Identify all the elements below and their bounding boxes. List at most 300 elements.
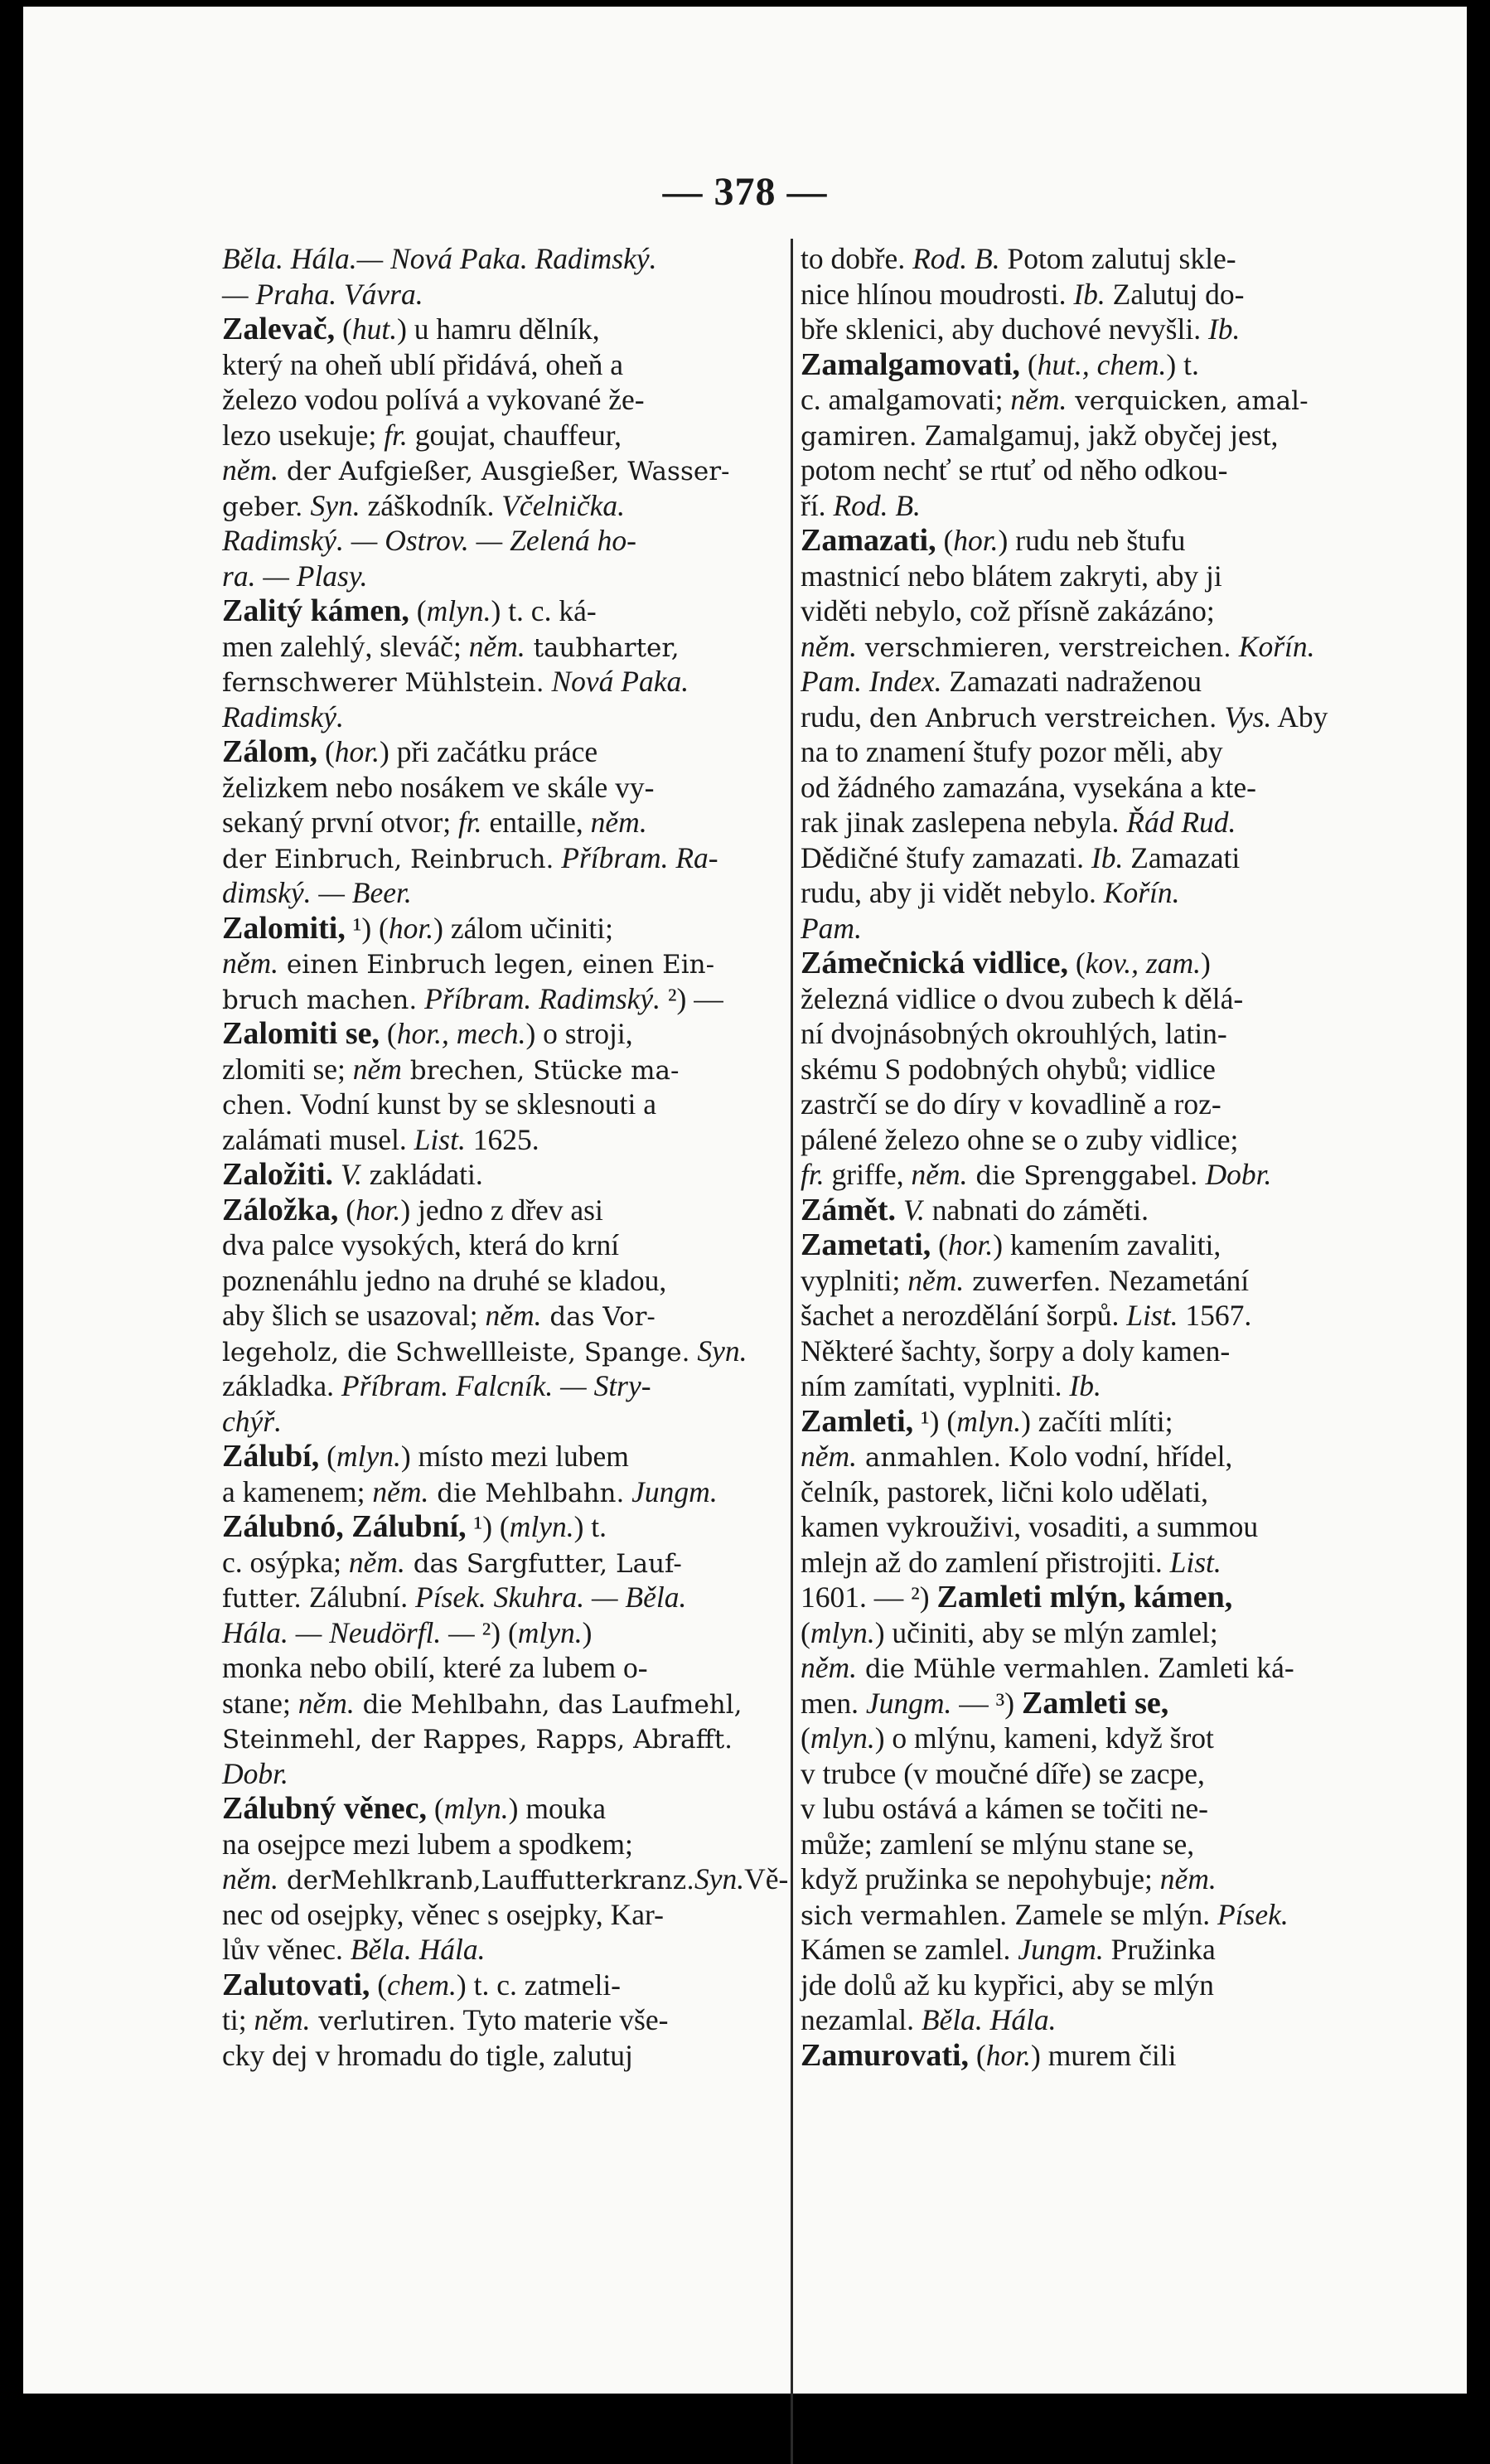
- italic-text: něm.: [254, 2003, 311, 2036]
- text-segment: ¹) (: [913, 1404, 957, 1438]
- text-segment: Zamazati nadraženou: [941, 665, 1202, 698]
- italic-text: Ib.: [1069, 1369, 1101, 1402]
- text-segment: ) mouka: [508, 1792, 606, 1825]
- text-segment: ) t.: [1166, 347, 1199, 381]
- german-term: futter.: [222, 1584, 302, 1614]
- text-line: [222, 2002, 809, 2038]
- text-segment: [624, 1475, 631, 1508]
- text-segment: Tyto materie vše-: [456, 2003, 669, 2036]
- italic-text: něm.: [1010, 383, 1067, 416]
- headword: Zalitý kámen,: [222, 593, 409, 628]
- italic-text: Kořín.: [1103, 876, 1180, 909]
- italic-text: mlyn.: [509, 1510, 574, 1543]
- german-term: zuwerfen.: [964, 1266, 1101, 1297]
- italic-text: mlyn.: [443, 1792, 509, 1825]
- italic-text: hut., chem.: [1037, 347, 1167, 381]
- text-segment: [896, 1193, 903, 1227]
- text-segment: ): [582, 1615, 593, 1649]
- text-segment: Zalutuj do-: [1105, 277, 1245, 311]
- italic-text: — Praha. Vávra.: [222, 277, 423, 311]
- german-term: legeholz, die Schwellleiste, Spange.: [222, 1337, 690, 1368]
- italic-text: něm.: [222, 453, 279, 487]
- italic-text: List.: [1169, 1545, 1222, 1579]
- german-term: gamiren.: [801, 421, 917, 452]
- text-line: [801, 559, 1387, 594]
- german-term: geber.: [222, 491, 303, 522]
- headword: Zálubnó, Zálubní,: [222, 1509, 467, 1544]
- italic-text: něm.: [911, 1158, 968, 1191]
- italic-text: Běla. Hála.: [921, 2003, 1057, 2036]
- text-line: [222, 1686, 809, 1721]
- text-segment: 1601. — ²): [801, 1581, 937, 1614]
- text-line: [222, 1968, 809, 2003]
- text-line: [222, 1157, 809, 1193]
- text-line: [222, 1897, 809, 1933]
- text-segment: od žádného zamazána, vysekána a kte-: [801, 770, 1256, 804]
- italic-text: Jungm.: [631, 1474, 718, 1508]
- text-segment: Kámen se zamlel.: [801, 1933, 1018, 1966]
- text-segment: nezamlal.: [801, 2003, 922, 2036]
- italic-text: něm.: [801, 1651, 858, 1684]
- headword: Zámečnická vidlice,: [801, 946, 1068, 980]
- text-line: [801, 488, 1387, 524]
- text-segment: Aby: [1271, 700, 1328, 733]
- text-line: [801, 734, 1387, 770]
- text-segment: ) rudu neb štufu: [998, 524, 1186, 557]
- text-line: [801, 1756, 1387, 1792]
- german-term: einen Einbruch legen, einen Ein-: [278, 950, 715, 980]
- text-segment: (: [338, 1193, 356, 1227]
- italic-text: Běla. Hála.— Nová Paka. Radimský.: [222, 242, 657, 275]
- text-segment: na osejpce mezi lubem a spodkem;: [222, 1827, 633, 1861]
- text-line: [801, 875, 1387, 911]
- text-line: [801, 981, 1387, 1017]
- text-line: [222, 1509, 809, 1545]
- german-term: verlutiren.: [310, 2007, 457, 2036]
- text-line: [801, 347, 1387, 383]
- italic-text: něm.: [907, 1263, 965, 1297]
- german-term: die Mühle vermahlen.: [857, 1654, 1151, 1684]
- text-line: [222, 1650, 809, 1686]
- italic-text: něm.: [298, 1686, 355, 1720]
- text-segment: ) jedno z dřev asi: [400, 1193, 603, 1227]
- italic-text: hor.: [985, 2038, 1031, 2072]
- german-term: verschmieren, verstreichen.: [857, 632, 1231, 663]
- text-line: [222, 1756, 809, 1792]
- text-line: [222, 805, 809, 840]
- text-segment: může; zamlení se mlýnu stane se,: [801, 1827, 1195, 1861]
- text-line: [801, 1404, 1387, 1440]
- text-segment: pálené železo ohne se o zuby vidlice;: [801, 1122, 1239, 1156]
- text-segment: [1198, 1158, 1206, 1191]
- text-segment: [1217, 700, 1225, 733]
- text-line: [801, 1721, 1387, 1756]
- headword: Zálom,: [222, 734, 318, 769]
- text-line: [222, 1227, 809, 1263]
- italic-text: něm.: [801, 629, 858, 663]
- text-segment: (: [379, 1017, 397, 1050]
- text-line: [222, 700, 809, 735]
- text-segment: ²) —: [660, 981, 723, 1015]
- text-segment: 1567.: [1178, 1299, 1252, 1332]
- text-segment: (: [370, 1968, 388, 2002]
- text-line: [801, 1298, 1387, 1334]
- text-segment: ) o stroji,: [525, 1017, 633, 1050]
- italic-text: Syn.: [697, 1334, 747, 1368]
- text-segment: (: [1067, 946, 1086, 980]
- text-segment: základka.: [222, 1369, 341, 1402]
- text-segment: Vě-: [744, 1862, 789, 1895]
- text-segment: (: [319, 1440, 336, 1473]
- italic-text: něm.: [468, 629, 525, 663]
- text-line: [801, 453, 1387, 488]
- italic-text: něm.: [222, 946, 279, 980]
- text-segment: ) t. c. ká-: [491, 594, 597, 627]
- text-segment: čelník, pastorek, lični kolo udělati,: [801, 1474, 1208, 1508]
- text-line: [801, 2038, 1387, 2074]
- text-segment: nabnati do záměti.: [924, 1193, 1149, 1227]
- italic-text: ra. — Plasy.: [222, 559, 368, 593]
- headword: Zalomiti,: [222, 910, 346, 946]
- german-term: brechen, Stücke ma-: [401, 1055, 680, 1086]
- text-segment: rudu,: [801, 700, 869, 733]
- text-segment: goujat, chauffeur,: [407, 418, 622, 452]
- text-segment: ří.: [801, 488, 834, 522]
- italic-text: Příbram. Ra-: [561, 840, 718, 874]
- text-line: [801, 664, 1387, 700]
- text-line: [222, 1016, 809, 1052]
- text-segment: ) t.: [573, 1510, 607, 1543]
- text-line: [801, 700, 1387, 735]
- italic-text: Syn.: [310, 488, 360, 522]
- text-line: [222, 1721, 809, 1756]
- german-term: taubharter,: [525, 632, 680, 663]
- text-segment: železná vidlice o dvou zubech k dělá-: [801, 981, 1244, 1015]
- italic-text: Pam.: [801, 911, 862, 945]
- text-segment: potom nechť se rtuť od něho odkou-: [801, 453, 1228, 487]
- text-line: [801, 1827, 1387, 1862]
- text-line: [801, 805, 1387, 840]
- italic-text: něm.: [372, 1474, 429, 1508]
- text-line: [222, 2038, 809, 2074]
- text-line: [222, 1474, 809, 1510]
- text-line: [801, 2002, 1387, 2038]
- text-line: [222, 1545, 809, 1581]
- italic-text: dimský. — Beer.: [222, 876, 412, 909]
- italic-text: hor.: [953, 524, 999, 557]
- italic-text: něm.: [1159, 1862, 1217, 1895]
- italic-text: Běla. Hála.: [350, 1933, 486, 1966]
- italic-text: hut.: [351, 312, 398, 346]
- text-segment: [303, 489, 311, 522]
- text-line: [801, 1615, 1387, 1651]
- text-segment: ní dvojnásobných okrouhlých, latin-: [801, 1017, 1227, 1050]
- german-term: den Anbruch verstreichen.: [868, 703, 1217, 733]
- italic-text: fr.: [384, 418, 408, 452]
- text-segment: lův věnec.: [222, 1933, 351, 1966]
- text-segment: Dědičné štufy zamazati.: [801, 840, 1091, 874]
- text-segment: poznenáhlu jedno na druhé se kladou,: [222, 1263, 667, 1297]
- text-line: [801, 1334, 1387, 1369]
- text-segment: ) murem čili: [1031, 2038, 1177, 2072]
- italic-text: Příbram. Radimský.: [424, 981, 661, 1015]
- text-segment: skému S podobných ohybů; vidlice: [801, 1052, 1216, 1086]
- text-line: [222, 946, 809, 981]
- italic-text: Dobr.: [222, 1756, 288, 1790]
- headword: Záložka,: [222, 1192, 339, 1227]
- text-line: [801, 1897, 1387, 1933]
- text-line: [801, 1439, 1387, 1474]
- italic-text: Příbram. Falcník. — Stry-: [341, 1369, 651, 1402]
- text-segment: stane;: [222, 1686, 298, 1720]
- text-line: [801, 911, 1387, 946]
- text-segment: viděti nebylo, což přísně zakázáno;: [801, 594, 1215, 627]
- german-term: sich vermahlen.: [801, 1900, 1008, 1931]
- italic-text: Rod. B.: [833, 488, 921, 522]
- italic-text: něm.: [801, 1440, 858, 1473]
- italic-text: mlyn.: [956, 1404, 1022, 1438]
- italic-text: Řád Rud.: [1126, 806, 1236, 839]
- text-line: [222, 277, 809, 312]
- text-segment: ) kamením zavaliti,: [993, 1228, 1222, 1261]
- text-segment: (: [936, 524, 954, 557]
- text-line: [801, 1193, 1387, 1228]
- italic-text: chem.: [387, 1968, 457, 2002]
- text-segment: v trubce (v moučné díře) se zacpe,: [801, 1756, 1205, 1790]
- text-line: [801, 1368, 1387, 1404]
- text-line: [222, 734, 809, 770]
- text-segment: ) při začátku práce: [380, 735, 598, 768]
- italic-text: něm: [352, 1052, 402, 1086]
- text-segment: jde dolů až ku kypřici, aby se mlýn: [801, 1968, 1214, 2002]
- italic-text: Dobr.: [1205, 1158, 1272, 1191]
- text-segment: ním zamítati, vyplniti.: [801, 1369, 1070, 1402]
- text-line: [801, 629, 1387, 665]
- headword: Zámět.: [801, 1192, 897, 1227]
- text-segment: bře sklenici, aby duchové nevyšli.: [801, 312, 1208, 346]
- text-line: [222, 488, 809, 524]
- text-line: [801, 946, 1387, 981]
- text-segment: Zálubní.: [301, 1581, 416, 1614]
- text-segment: [1231, 630, 1239, 663]
- text-segment: dva palce vysokých, která do krní: [222, 1228, 620, 1261]
- text-segment: nec od osejpky, věnec s osejpky, Kar-: [222, 1897, 664, 1931]
- text-segment: [689, 1334, 697, 1368]
- text-segment: cky dej v hromadu do tigle, zalutuj: [222, 2038, 633, 2072]
- text-segment: [417, 982, 424, 1015]
- german-term: bruch machen.: [222, 985, 418, 1015]
- headword: Zamalgamovati,: [801, 346, 1020, 382]
- text-segment: ) učiniti, aby se mlýn zamlel;: [874, 1615, 1218, 1649]
- italic-text: Jungm.: [865, 1686, 952, 1720]
- text-line: [222, 1791, 809, 1827]
- column-divider: [791, 239, 793, 2464]
- italic-text: V.: [340, 1158, 362, 1191]
- german-term: derMehlkranb,Lauffutterkranz.: [278, 1866, 694, 1895]
- text-line: [222, 911, 809, 946]
- text-line: [801, 1509, 1387, 1545]
- headword: Zametati,: [801, 1227, 931, 1262]
- text-segment: mlejn až do zamlení přistrojiti.: [801, 1545, 1170, 1579]
- text-line: [222, 629, 809, 665]
- headword: Zalutovati,: [222, 1967, 370, 2002]
- text-segment: Zamleti ká-: [1150, 1651, 1294, 1684]
- text-segment: Kolo vodní, hřídel,: [1001, 1440, 1233, 1473]
- italic-text: Kořín.: [1238, 629, 1315, 663]
- italic-text: Nová Paka.: [551, 665, 689, 698]
- text-segment: ): [1201, 946, 1211, 980]
- text-line: [801, 1545, 1387, 1581]
- text-segment: c. amalgamovati;: [801, 383, 1011, 416]
- text-line: [222, 1368, 809, 1404]
- text-segment: ²) (: [481, 1615, 518, 1649]
- german-term: Steinmehl, der Rappes, Rapps, Abrafft.: [222, 1725, 733, 1755]
- text-segment: ) začíti mlíti;: [1021, 1404, 1173, 1438]
- page-number: — 378 —: [662, 170, 828, 214]
- text-segment: Nezametání: [1101, 1263, 1250, 1297]
- text-segment: Potom zalutuj skle-: [999, 242, 1236, 275]
- text-line: [801, 1861, 1387, 1897]
- headword: Zalomiti se,: [222, 1016, 380, 1051]
- text-line: [801, 418, 1387, 453]
- italic-text: Radimský. — Ostrov. — Zelená ho-: [222, 524, 636, 557]
- italic-text: fr.: [801, 1158, 825, 1191]
- text-segment: c. osýpka;: [222, 1545, 349, 1579]
- italic-text: V.: [902, 1193, 925, 1227]
- text-segment: šachet a nerozdělání šorpů.: [801, 1299, 1127, 1332]
- text-segment: Zamazati: [1123, 840, 1241, 874]
- text-line: [222, 1580, 809, 1615]
- german-term: die Sprenggabel.: [967, 1161, 1198, 1191]
- text-line: [222, 1298, 809, 1334]
- text-segment: rudu, aby ji vidět nebylo.: [801, 876, 1104, 909]
- text-line: [222, 981, 809, 1017]
- german-term: das Sargfutter, Lauf-: [404, 1548, 682, 1579]
- italic-text: Včelnička.: [501, 488, 626, 522]
- text-segment: železo vodou polívá a vykované že-: [222, 383, 645, 416]
- text-line: [801, 1686, 1387, 1721]
- text-segment: (: [1019, 347, 1038, 381]
- text-line: [222, 770, 809, 806]
- text-segment: kamen vykrouživi, vosaditi, a summou: [801, 1510, 1259, 1543]
- text-segment: (: [317, 735, 335, 768]
- german-term: chen.: [222, 1091, 293, 1121]
- text-line: [222, 1052, 809, 1087]
- text-line: [801, 1968, 1387, 2003]
- text-segment: ¹) (: [345, 911, 389, 945]
- text-line: [801, 312, 1387, 347]
- german-term: verquicken, amal-: [1067, 386, 1309, 416]
- text-segment: zakládati.: [361, 1158, 483, 1191]
- italic-text: Ib.: [1091, 840, 1124, 874]
- text-line: [801, 593, 1387, 629]
- headword: Zalevač,: [222, 312, 336, 346]
- text-line: [222, 241, 809, 277]
- text-line: [222, 1932, 809, 1968]
- text-line: [222, 1263, 809, 1299]
- german-term: die Mehlbahn.: [428, 1478, 625, 1508]
- italic-text: hor.: [356, 1193, 401, 1227]
- text-segment: [333, 1158, 341, 1191]
- text-segment: a kamenem;: [222, 1474, 373, 1508]
- text-line: [801, 1052, 1387, 1087]
- headword: Zálubný věnec,: [222, 1791, 428, 1826]
- text-segment: ) o mlýnu, kameni, když šrot: [874, 1721, 1214, 1755]
- text-segment: zalámati musel.: [222, 1122, 414, 1156]
- italic-text: něm.: [485, 1299, 542, 1332]
- text-segment: — ³): [951, 1686, 1022, 1720]
- italic-text: fr.: [457, 806, 482, 839]
- text-line: [801, 382, 1387, 418]
- german-term: anmahlen.: [857, 1443, 1002, 1473]
- italic-text: něm.: [348, 1545, 405, 1579]
- text-line: [801, 770, 1387, 806]
- text-segment: želizkem nebo nosákem ve skále vy-: [222, 770, 655, 804]
- text-line: [222, 418, 809, 453]
- text-segment: na to znamení štufy pozor měli, aby: [801, 735, 1223, 768]
- text-line: [222, 1404, 809, 1440]
- italic-text: Ib.: [1073, 277, 1105, 311]
- text-segment: ) zálom učiniti;: [433, 911, 614, 945]
- text-segment: ) t. c. zatmeli-: [456, 1968, 622, 2002]
- text-line: [222, 1827, 809, 1862]
- text-segment: záškodník.: [360, 488, 502, 522]
- text-line: [801, 1016, 1387, 1052]
- right-column: [801, 241, 1387, 2073]
- text-line: [801, 1122, 1387, 1158]
- text-line: [222, 1334, 809, 1369]
- text-segment: ¹) (: [466, 1510, 510, 1543]
- text-segment: (: [409, 594, 427, 627]
- text-segment: men zalehlý, sleváč;: [222, 629, 469, 663]
- text-line: [801, 1227, 1387, 1263]
- text-line: [222, 1615, 809, 1651]
- italic-text: Písek.: [1217, 1897, 1289, 1931]
- headword: Zálubí,: [222, 1439, 320, 1474]
- text-line: [801, 1580, 1387, 1615]
- text-segment: ti;: [222, 2003, 254, 2036]
- text-line: [801, 1474, 1387, 1510]
- german-term: der Aufgießer, Ausgießer, Wasser-: [278, 457, 730, 487]
- italic-text: hor.: [947, 1228, 994, 1261]
- text-segment: ) místo mezi lubem: [400, 1440, 629, 1473]
- text-segment: sekaný první otvor;: [222, 806, 458, 839]
- text-segment: když pružinka se nepohybuje;: [801, 1862, 1160, 1895]
- text-segment: monka nebo obilí, které za lubem o-: [222, 1651, 648, 1684]
- text-segment: (: [931, 1228, 948, 1261]
- text-segment: Některé šachty, šorpy a doly kamen-: [801, 1334, 1231, 1368]
- text-line: [222, 1122, 809, 1158]
- german-term: das Vor-: [541, 1302, 656, 1332]
- german-term: die Mehlbahn, das Laufmehl,: [354, 1689, 743, 1720]
- italic-text: List.: [1126, 1299, 1178, 1332]
- text-segment: griffe,: [824, 1158, 912, 1191]
- text-segment: (: [801, 1615, 810, 1649]
- text-line: [222, 1861, 809, 1897]
- headword: Zamazati,: [801, 523, 936, 558]
- text-line: [222, 664, 809, 700]
- text-line: [222, 347, 809, 383]
- text-line: [801, 1932, 1387, 1968]
- left-column: [222, 241, 809, 2073]
- text-segment: Pružinka: [1103, 1933, 1216, 1966]
- text-segment: nice hlínou moudrosti.: [801, 277, 1074, 311]
- italic-text: Jungm.: [1018, 1933, 1104, 1966]
- text-segment: to dobře.: [801, 242, 913, 275]
- text-segment: který na oheň ublí přidává, oheň a: [222, 347, 624, 381]
- german-term: fernschwerer Mühlstein.: [222, 668, 544, 698]
- text-line: [222, 453, 809, 488]
